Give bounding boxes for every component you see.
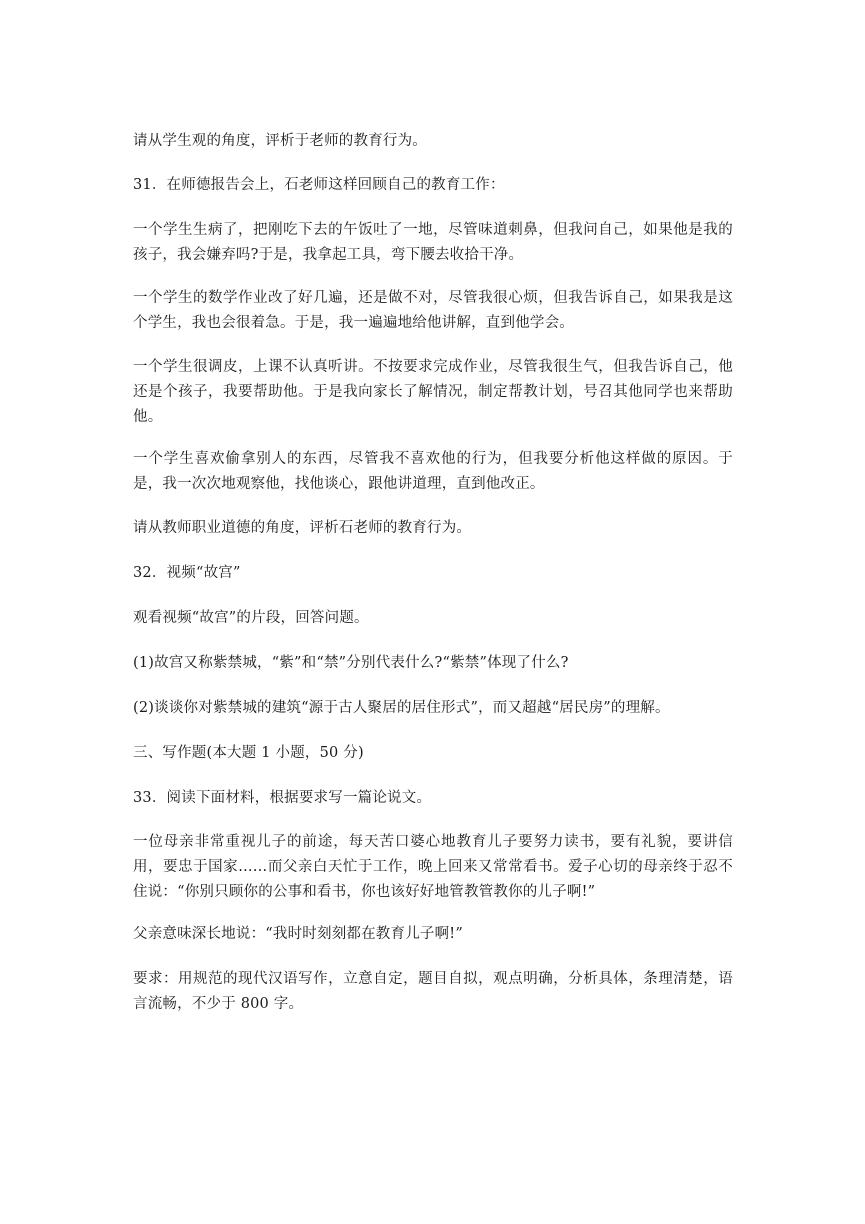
question-33-material: 一位母亲非常重视儿子的前途，每天苦口婆心地教育儿子要努力读书，要有礼貌，要讲信用，要忠于国家……而父亲白天忙于工作，晚上回来又常常看书。爱子心切的母亲终于忍不住说：“你别只顾你的公事和看书，你也该好好地管教管教你的儿子啊!” bbox=[133, 834, 733, 900]
question-32-part-1: (1)故宫又称紫禁城，“紫”和“禁”分别代表什么?“紫禁”体现了什么? bbox=[133, 655, 569, 671]
question-31-title: 31．在师德报告会上，石老师这样回顾自己的教育工作： bbox=[133, 177, 505, 193]
question-31-paragraph-4: 一个学生喜欢偷拿别人的东西，尽管我不喜欢他的行为，但我要分析他这样做的原因。于是，我一次次地观察他，找他谈心，跟他讲道理，直到他改正。 bbox=[133, 451, 733, 492]
question-33-requirements: 要求：用规范的现代汉语写作，立意自定，题目自拟，观点明确，分析具体，条理清楚，语言流畅，不少于 800 字。 bbox=[133, 971, 733, 1012]
question-33-father-quote: 父亲意味深长地说：“我时时刻刻都在教育儿子啊!” bbox=[133, 926, 463, 942]
question-32-intro: 观看视频“故宫”的片段，回答问题。 bbox=[133, 610, 369, 626]
question-31-paragraph-2: 一个学生的数学作业改了好几遍，还是做不对，尽管我很心烦，但我告诉自己，如果我是这个学生，我也会很着急。于是，我一遍遍地给他讲解，直到他学会。 bbox=[133, 290, 733, 331]
section-3-heading: 三、写作题(本大题 1 小题，50 分) bbox=[133, 745, 364, 761]
question-32-title: 32．视频“故宫” bbox=[133, 565, 241, 581]
question-31-paragraph-3: 一个学生很调皮，上课不认真听讲。不按要求完成作业，尽管我很生气，但我告诉自己，他还是个孩子，我要帮助他。于是我向家长了解情况，制定帮教计划，号召其他同学也来帮助他。 bbox=[133, 359, 733, 425]
question-32-part-2: (2)谈谈你对紫禁城的建筑“源于古人聚居的居住形式”，而又超越“居民房”的理解。 bbox=[133, 700, 670, 716]
question-30-prompt: 请从学生观的角度，评析于老师的教育行为。 bbox=[133, 133, 427, 149]
question-31-paragraph-1: 一个学生生病了，把刚吃下去的午饭吐了一地，尽管味道刺鼻，但我问自己，如果他是我的孩子，我会嫌弃吗?于是，我拿起工具，弯下腰去收拾干净。 bbox=[133, 222, 733, 263]
question-31-prompt: 请从教师职业道德的角度，评析石老师的教育行为。 bbox=[133, 520, 472, 536]
question-33-title: 33．阅读下面材料，根据要求写一篇论说文。 bbox=[133, 790, 432, 806]
